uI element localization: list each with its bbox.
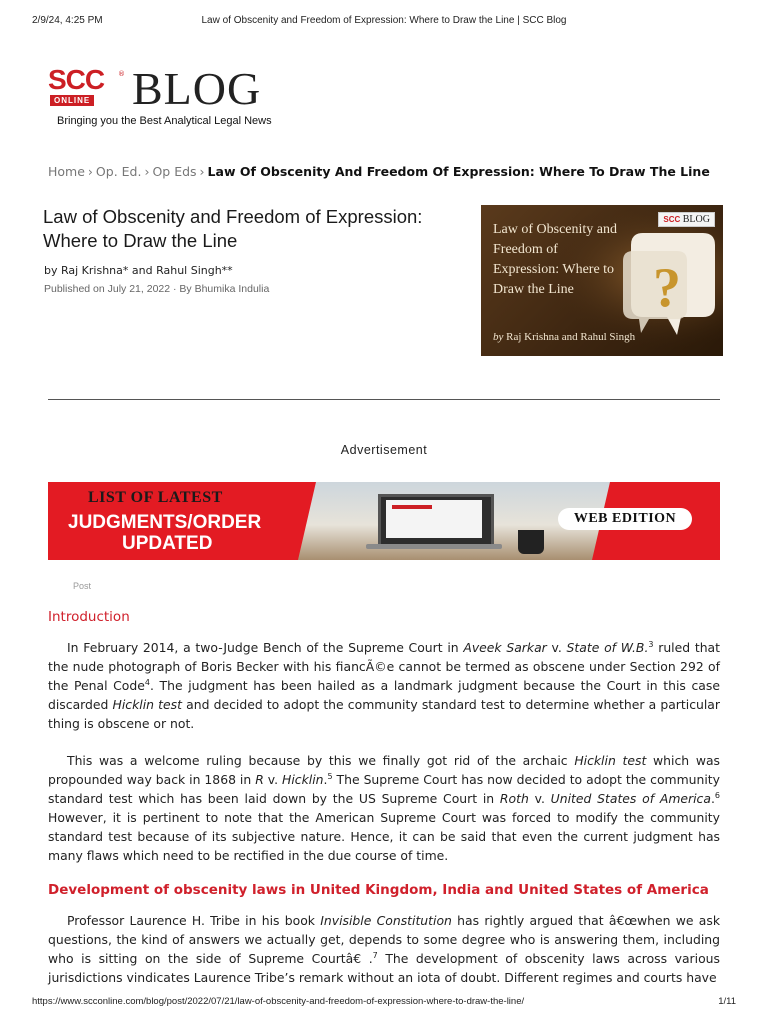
featured-badge-scc: SCC: [663, 215, 681, 224]
breadcrumb-separator: ›: [144, 164, 150, 179]
site-tagline: Bringing you the Best Analytical Legal News: [57, 115, 272, 127]
logo-scc-text: SCC: [48, 64, 105, 95]
featured-image: [481, 205, 723, 356]
logo-online-text: ONLINE: [50, 95, 94, 106]
post-label: Post: [73, 581, 92, 591]
ad-line-1: LIST OF LATEST: [88, 489, 223, 506]
featured-badge-blog: BLOG: [682, 214, 710, 225]
laptop-screen: [386, 500, 482, 538]
featured-badge: [658, 212, 715, 227]
paragraph-3: Professor Laurence H. Tribe in his book Invisible Constitution has rightly argued that â€œwhen we ask questions, the kind of answers we actually get, depends to some degree who is answering them, including who is sitting on the side of Supreme Courtâ€ .$^7$ The development of obscenity laws across various jurisdictions vindicates Laurence Tribe’s remark without an iota of doubt. Different regimes and courts have: [48, 913, 720, 985]
article-byline: by Raj Krishna* and Rahul Singh**: [44, 264, 233, 277]
article-published: Published on July 21, 2022 · By Bhumika Indulia: [44, 283, 270, 295]
breadcrumb-separator: ›: [199, 164, 205, 179]
advertisement-banner[interactable]: [48, 482, 720, 560]
breadcrumb-op-ed[interactable]: Op. Ed.: [95, 164, 142, 179]
scc-online-logo[interactable]: [48, 64, 125, 108]
ad-web-edition-badge: WEB EDITION: [558, 508, 692, 530]
breadcrumb-current: Law Of Obscenity And Freedom Of Expression: Where To Draw The Line: [207, 164, 710, 179]
footnote-6[interactable]: 6: [714, 790, 721, 800]
mug-image: [518, 530, 544, 554]
laptop-base: [366, 544, 502, 549]
paragraph-2: This was a welcome ruling because by this we finally got rid of the archaic Hicklin test which was propounded way back in 1868 in R v. Hicklin.$^5$ The Supreme Court has now decided to adopt the community standard test which has been laid down by the US Supreme Court in Roth v. United States of America.$^6$ However, it is pertinent to note that the American Supreme Court was forced to modify the community standard test because of its subjective nature. Hence, it can be said that even the current judgment has many flaws which need to be rectified in the due course of time.: [48, 753, 721, 863]
featured-authors-names: Raj Krishna and Rahul Singh: [506, 331, 636, 343]
question-mark-symbol: ?: [653, 257, 681, 319]
ad-line-2: JUDGMENTS/ORDER: [68, 512, 262, 533]
ad-line-3: UPDATED: [122, 533, 213, 554]
section-heading-introduction: Introduction: [48, 609, 130, 625]
logo-registered-mark: ®: [118, 70, 125, 78]
paragraph-1: In February 2014, a two-Judge Bench of the Supreme Court in Aveek Sarkar v. State of W.B.$^3$ ruled that the nude photograph of Boris Becker with his fiancÃ©e cannot be termed as obscene under Section 292 of the Penal Code$^4$. The judgment has been hailed as a landmark judgment because the Court in this case discarded Hicklin test and decided to adopt the community standard test to determine whether a particular thing is obscene or not.: [48, 639, 720, 731]
print-url: https://www.scconline.com/blog/post/2022/07/21/law-of-obscenity-and-freedom-of-expression-where-to-draw-the-line/: [32, 996, 525, 1007]
footnote-5[interactable]: 5: [327, 771, 333, 781]
featured-by-label: by: [493, 331, 504, 343]
breadcrumb-separator: ›: [87, 164, 93, 179]
featured-title: Law of Obscenity and Freedom of Expression: Where to Draw the Line: [493, 222, 618, 297]
advertisement-label: Advertisement: [340, 443, 428, 457]
print-datetime: 2/9/24, 4:25 PM: [32, 15, 103, 26]
section-divider: [48, 399, 720, 400]
breadcrumb-home[interactable]: Home: [48, 164, 85, 179]
article-title: Law of Obscenity and Freedom of Expression: Where to Draw the Line: [43, 206, 423, 251]
breadcrumb-op-eds[interactable]: Op Eds: [152, 164, 197, 179]
footnote-4[interactable]: 4: [144, 677, 150, 687]
section-heading-development: Development of obscenity laws in United Kingdom, India and United States of America: [48, 882, 709, 898]
footnote-7[interactable]: 7: [372, 950, 378, 960]
breadcrumb: [48, 164, 710, 179]
featured-authors: [493, 331, 635, 343]
footnote-3[interactable]: 3: [648, 639, 654, 649]
print-page-number: 1/11: [718, 996, 736, 1007]
logo-blog-text[interactable]: BLOG: [132, 63, 262, 114]
print-page-title: Law of Obscenity and Freedom of Expression: Where to Draw the Line | SCC Blog: [201, 15, 567, 26]
